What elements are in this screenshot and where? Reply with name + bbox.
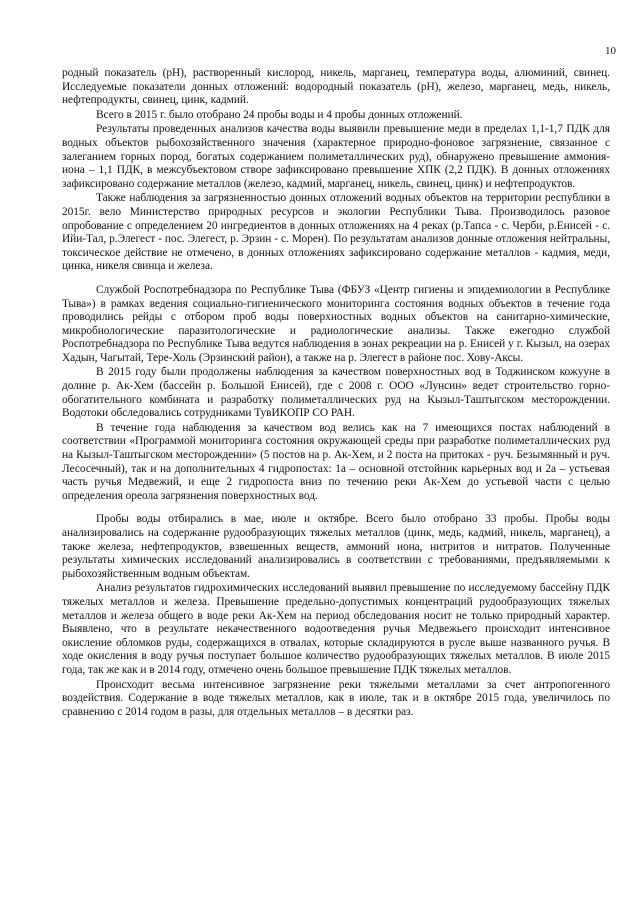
paragraph-samples-count: Всего в 2015 г. было отобрано 24 пробы воды и 4 пробы донных отложений. bbox=[96, 108, 463, 121]
paragraph-water-sampling: Пробы воды отбирались в мае, июле и октябре. Всего было отобрано 33 пробы. Пробы воды анализировались на содержание рудообразующих тяжелых металлов (цинк, медь, кадмий, никель, марганец), а также железа, нефтепродуктов, взвешенных веществ, аммоний иона, нитритов и нитратов. Полученные результаты химических исследований анализировались в соответствии с требованиями, предъявляемыми к рыбохозяйственным водным объектам. bbox=[62, 513, 610, 580]
paragraph-hydrochemical-analysis: Анализ результатов гидрохимических исследований выявил превышение по исследуемому бассейну ПДК тяжелых металлов и железа. Превышение предельно-допустимых концентраций рудообразующих тяжелых металлов и железа общего в воде реки Ак-Хем на период обследования носит не только природный характер. Выявлено, что в результате некачественного водоотведения ручья Медвежьего происходит интенсивное окисление обломков руды, содержащихся в отвалах, которые складируются в русле выше названного ручья. В ходе окисления в воду ручья поступает большое количество рудообразующих тяжелых металлов. В июле 2015 года, так же как и в 2014 году, отмечено очень большое превышение ПДК тяжелых металлов. bbox=[62, 582, 610, 676]
paragraph-continued-parameters: родный показатель (рН), растворенный кислород, никель, марганец, температура воды, алюминий, свинец. Исследуемые показатели донных отложений: водородный показатель (рН), железо, марганец, медь, никель, нефтепродукты, свинец, цинк, кадмий. bbox=[62, 67, 610, 107]
paragraph-monitoring-posts: В течение года наблюдения за качеством вод велись как на 7 имеющихся постах наблюдений в соответствии «Программой мониторинга состояния окружающей среды при разработке полиметаллических руд на Кызыл-Таштыгском месторождении» (5 постов на р. Ак-Хем, и 2 поста на притоках - руч. Безымянный и руч. Лесосечный), так и на дополнительных 4 гидропостах: 1а – основной отстойник карьерных вод и 2а – устьевая часть ручья Медвежий, и еще 2 гидропоста вниз по течению реки Ак-Хем до устьевой части с целью определения ореола загрязнения поверхностных вод. bbox=[62, 421, 610, 502]
paragraph-sediment-observations: Также наблюдения за загрязненностью донных отложений водных объектов на территории республики в 2015г. вело Министерство природных ресурсов и экологии Республики Тыва. Производилось разовое опробование с определением 20 ингредиентов в донных отложениях на 4 реках (р.Тапса - с. Черби, р.Енисей - с. Ийи-Тал, р.Элегест - пос. Элегест, р. Эрзин - с. Морен). По результатам анализов донные отложения нейтральны, токсическое действие не отмечено, в донных отложениях зафиксировано содержание металлов - кадмия, меди, цинка, никеля свинца и железа. bbox=[62, 192, 610, 273]
paragraph-ak-hem-observations: В 2015 году были продолжены наблюдения за качеством поверхностных вод в Тоджинском кожууне в долине р. Ак-Хем (бассейн р. Большой Енисей), где с 2008 г. ООО «Лунсин» ведет строительство горно-обогатительного комбината и разработку полиметаллических руд на Кызыл-Таштыгском месторождении. Водотоки обследовались сотрудниками ТувИКОПР СО РАН. bbox=[62, 366, 610, 420]
paragraph-analysis-results: Результаты проведенных анализов качества воды выявили превышение меди в пределах 1,1-1,7 ПДК для водных объектов рыбохозяйственного значения (характерное природно-фоновое загрязнение, связанное с залеганием горных пород, богатых содержанием полиметаллических руд), обнаружено превышение аммония-иона – 1,1 ПДК, в межсубъектовом створе зафиксировано превышение ХПК (2,2 ПДК). В донных отложениях зафиксировано содержание металлов (железо, кадмий, марганец, никель, свинец, цинк) и нефтепродуктов. bbox=[62, 123, 610, 190]
paragraph-anthropogenic-pollution: Происходит весьма интенсивное загрязнение реки тяжелыми металлами за счет антропогенного воздействия. Содержание в воде тяжелых металлов, как в июле, так и в октябре 2015 года, увеличилось по сравнению с 2014 годом в разы, для отдельных металлов – в десятки раз. bbox=[62, 678, 610, 718]
document-body bbox=[62, 67, 610, 720]
page-number: 10 bbox=[605, 45, 616, 57]
paragraph-rospotrebnadzor: Службой Роспотребнадзора по Республике Тыва (ФБУЗ «Центр гигиены и эпидемиологии в Республике Тыва») в рамках ведения социально-гигиенического мониторинга состояния водных объектов в течение года проводились рейды с отбором проб воды поверхностных водных объектов на санитарно-химические, микробиологические паразитологические и радиологические анализы. Также ежегодно службой Роспотребнадзора по Республике Тыва ведутся наблюдения в зонах рекреации на р. Енисей у г. Кызыл, на озерах Хадын, Чагытай, Тере-Холь (Эрзинский район), а также на р. Элегест в районе пос. Хову-Аксы. bbox=[62, 283, 610, 364]
